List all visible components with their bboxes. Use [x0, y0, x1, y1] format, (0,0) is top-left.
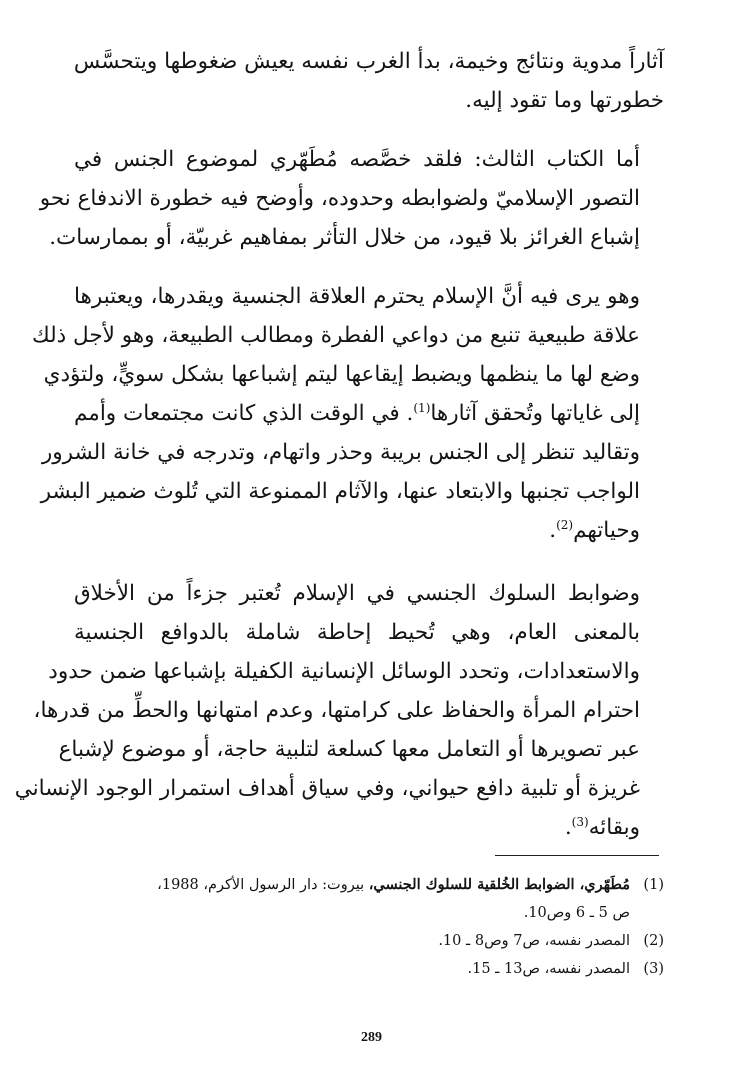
footnote-2-text: المصدر نفسه، ص7 وص8 ـ 10.	[438, 933, 630, 949]
paragraph-4-line-1: وضوابط السلوك الجنسي في الإسلام تُعتبر جزءاً من الأخلاق	[74, 581, 640, 606]
paragraph-3-line-4-start: إلى غاياتها وتُحقق آثارها	[430, 401, 640, 426]
paragraph-4-line-2: بالمعنى العام، وهي تُحيط إحاطة شاملة بالدوافع الجنسية	[74, 620, 640, 645]
page-number: 289	[361, 1030, 382, 1045]
paragraph-3-line-4	[74, 394, 664, 433]
paragraph-1	[74, 42, 664, 120]
paragraph-3-line-1: وهو يرى فيه أنَّ الإسلام يحترم العلاقة الجنسية ويقدرها، ويعتبرها	[74, 284, 640, 309]
paragraph-4-line-7	[74, 808, 664, 847]
paragraph-4-last-start: وبقائه	[588, 815, 640, 840]
footnote-ref-3[interactable]: (3)	[571, 814, 589, 829]
footnote-3-text: المصدر نفسه، ص13 ـ 15.	[467, 961, 630, 977]
footnote-2	[74, 927, 664, 955]
footnote-ref-2[interactable]: (2)	[556, 517, 574, 532]
footnote-1	[74, 871, 664, 927]
paragraph-4-line-5: عبر تصويرها أو التعامل معها كسلعة لتلبية حاجة، أو موضوع لإشباع	[58, 737, 640, 762]
paragraph-2-line-1: أما الكتاب الثالث: فلقد خصَّصه مُطَهّري لموضوع الجنس في	[74, 147, 640, 172]
paragraph-2-line-2: التصور الإسلاميّ ولضوابطه وحدوده، وأوضح فيه خطورة الاندفاع نحو	[39, 186, 640, 211]
footnote-ref-1[interactable]: (1)	[413, 400, 431, 415]
paragraph-4	[14, 574, 664, 847]
paragraph-3	[31, 277, 664, 550]
footnote-1-title: مُطَهّري، الضوابط الخُلقية للسلوك الجنسي،	[368, 876, 630, 893]
footnote-3-number: (3)	[643, 961, 664, 977]
footnote-2-number: (2)	[643, 933, 664, 949]
paragraph-3-line-4-end: . في الوقت الذي كانت مجتمعات وأمم	[74, 401, 414, 426]
paragraph-3-line-6: الواجب تجنبها والابتعاد عنها، والآثام الممنوعة التي تُلوث ضمير البشر	[40, 479, 640, 504]
footnote-1-line-2: ص 5 ـ 6 وص10.	[523, 905, 630, 921]
paragraph-1-line-2: خطورتها وما تقود إليه.	[465, 88, 664, 113]
footnote-divider	[495, 855, 659, 856]
footnote-1-rest: بيروت: دار الرسول الأكرم، 1988،	[157, 877, 365, 893]
paragraph-3-line-7	[74, 511, 664, 550]
main-text	[14, 42, 664, 847]
paragraph-3-last-end: .	[549, 518, 557, 543]
paragraph-4-line-6: غريزة أو تلبية دافع حيواني، وفي سياق أهداف استمرار الوجود الإنساني	[14, 776, 640, 801]
paragraph-3-line-3: وضع لها ما ينظمها ويضبط إيقاعها ليتم إشباعها بشكل سويٍّ، ولتؤدي	[43, 362, 640, 387]
paragraph-4-last-end: .	[564, 815, 572, 840]
footnotes	[74, 871, 664, 983]
paragraph-2	[39, 140, 664, 257]
paragraph-3-last-start: وحياتهم	[573, 518, 640, 543]
paragraph-1-line-1: آثاراً مدوية ونتائج وخيمة، بدأ الغرب نفسه يعيش ضغوطها ويتحسَّس	[73, 49, 664, 74]
paragraph-3-line-5: وتقاليد تنظر إلى الجنس بريبة وحذر واتهام، وتدرجه في خانة الشرور	[41, 440, 640, 465]
paragraph-4-line-4: احترام المرأة والحفاظ على كرامتها، وعدم امتهانها والحطِّ من قدرها،	[33, 698, 640, 723]
footnote-1-number: (1)	[643, 877, 664, 893]
footnote-3	[74, 955, 664, 983]
paragraph-2-line-3: إشباع الغرائز بلا قيود، من خلال التأثر بمفاهيم غربيّة، أو بممارسات.	[49, 225, 640, 250]
footnote-1-text	[74, 871, 630, 927]
paragraph-4-line-3: والاستعدادات، وتحدد الوسائل الإنسانية الكفيلة بإشباعها ضمن حدود	[48, 659, 640, 684]
paragraph-3-line-2: علاقة طبيعية تنبع من دواعي الفطرة ومطالب الطبيعة، وهو لأجل ذلك	[31, 323, 640, 348]
